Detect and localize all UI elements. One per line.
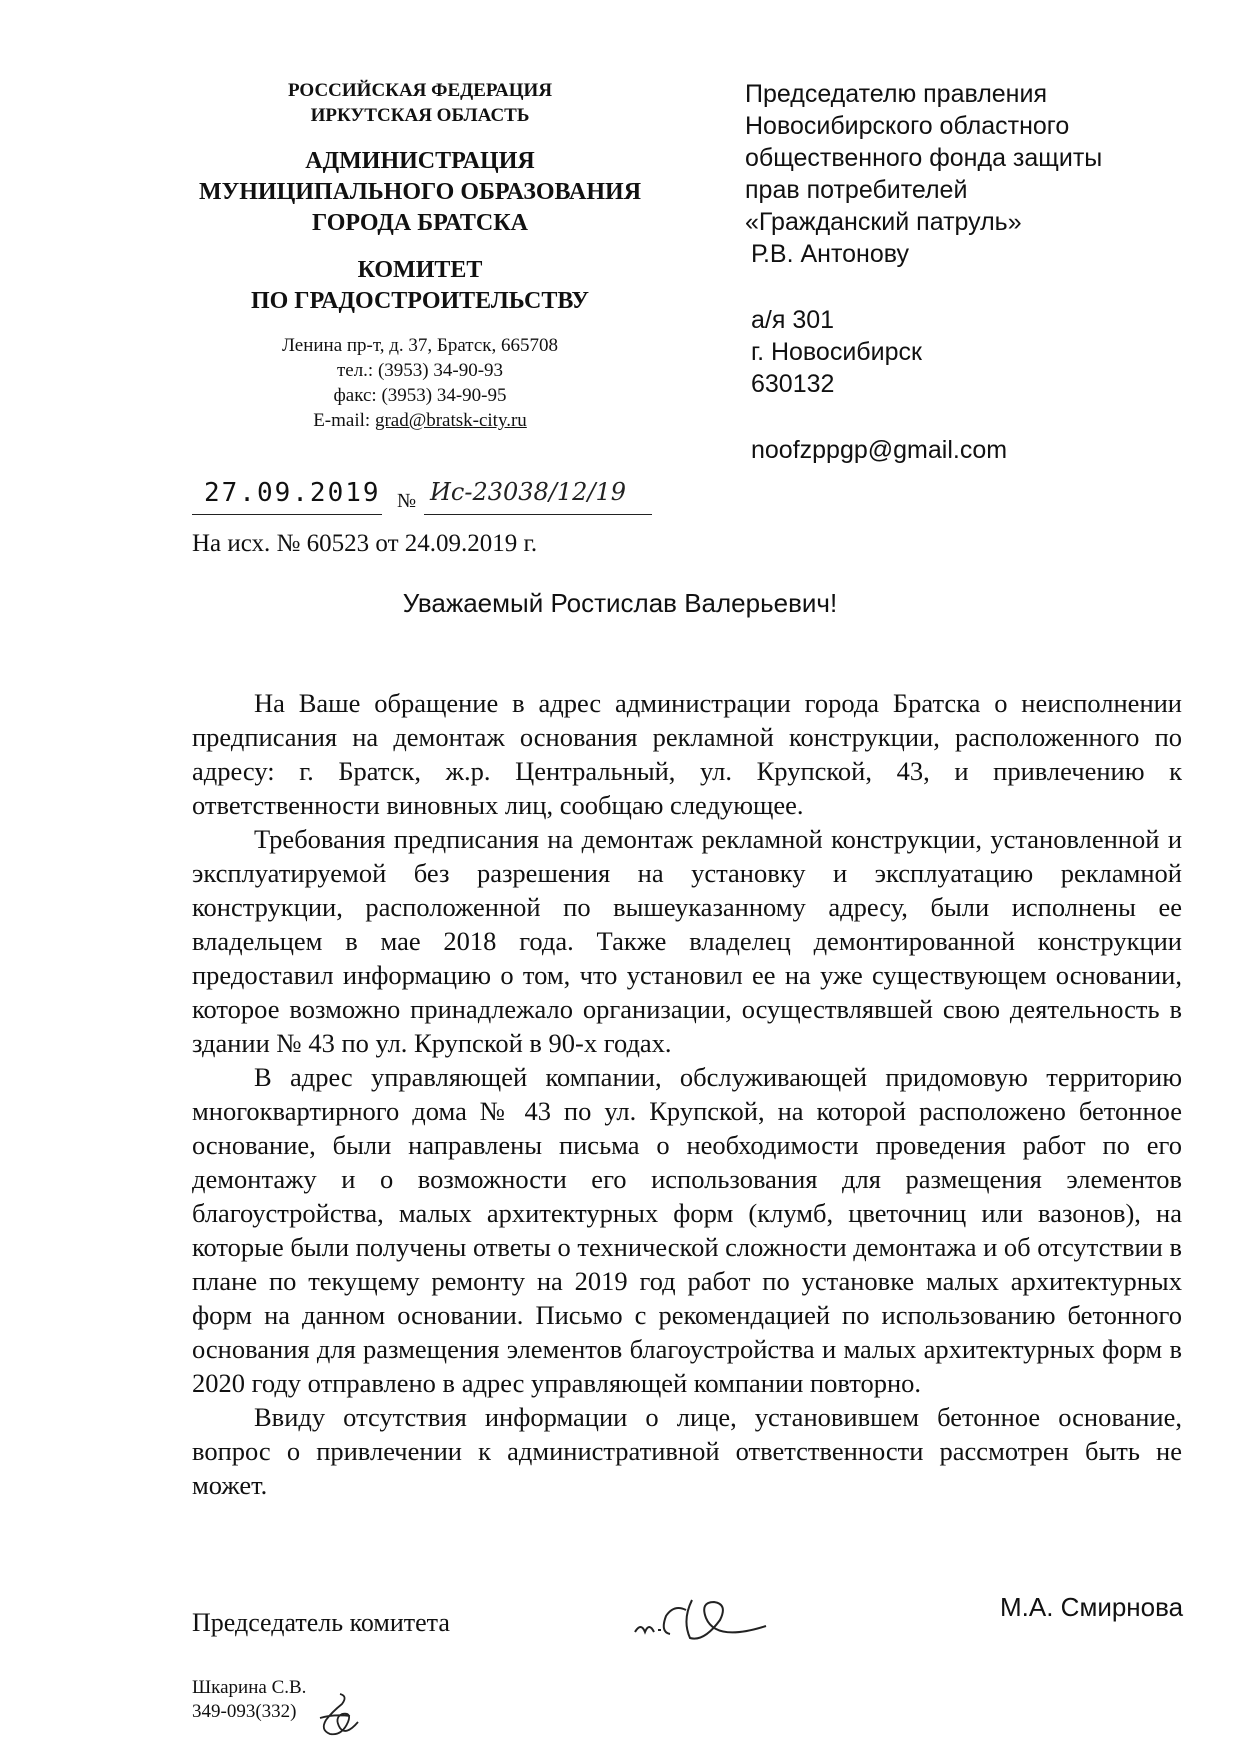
registration-line [192,476,652,516]
registration-number: Ис-23038/12/19 [430,478,627,506]
addressee-line-1: Председателю правления [745,80,1047,108]
addressee-block [745,78,1205,466]
sender-address: Ленина пр-т, д. 37, Братск, 665708 [282,335,558,356]
greeting: Уважаемый Ростислав Валерьевич! [402,588,838,618]
executor-initials-mark [310,1690,366,1740]
sender-phone: тел.: (3953) 34-90-93 [336,360,504,381]
addressee-line-4: прав потребителей [745,176,968,204]
sender-header [180,78,660,433]
number-label: № [397,490,417,512]
body-paragraph-1: На Ваше обращение в адрес администрации города Братска о неисполнении предписания на демонтаж основания рекламной конструкции, расположенного по адресу: г. Братск, ж.р. Центральный, ул. Крупской, 43, и привлечению к ответственности виновных лиц, сообщаю следующее. [192,688,1182,820]
addressee-email[interactable]: noofzppgp@gmail.com [751,436,1008,464]
region-line: ИРКУТСКАЯ ОБЛАСТЬ [310,105,530,126]
addressee-zip: 630132 [751,370,835,398]
email-link[interactable]: grad@bratsk-city.ru [374,410,527,431]
executor-name: Шкарина С.В. [192,1677,307,1698]
body-paragraph-4: Ввиду отсутствия информации о лице, установившем бетонное основание, вопрос о привлечении к административной ответственности рассмотрен быть не может. [192,1402,1182,1500]
addressee-line-3: общественного фонда защиты [745,144,1103,172]
handwritten-signature [630,1590,820,1650]
signatory-name: М.А. Смирнова [1000,1592,1184,1622]
email-label: E-mail: [313,410,375,431]
sender-email [180,408,660,433]
country-line: РОССИЙСКАЯ ФЕДЕРАЦИЯ [287,80,553,101]
addressee-line-5: «Гражданский патруль» [745,208,1022,236]
addressee-po-box: а/я 301 [751,306,835,334]
org-line-2: МУНИЦИПАЛЬНОГО ОБРАЗОВАНИЯ [198,179,642,205]
addressee-line-2: Новосибирского областного [745,112,1070,140]
addressee-city: г. Новосибирск [751,338,922,366]
body-paragraph-2: Требования предписания на демонтаж рекламной конструкции, установленной и эксплуатируемой без разрешения на установку и эксплуатацию рекламной конструкции, расположенной по вышеуказанному адресу, были исполнены ее владельцем в мае 2018 года. Также владелец демонтированной конструкции предоставил информацию о том, что установил ее на уже существующем основании, которое возможно принадлежало организации, осуществлявшей свою деятельность в здании № 43 по ул. Крупской в 90-х годах. [192,824,1182,1058]
signatory-title: Председатель комитета [192,1608,450,1637]
committee-line-2: ПО ГРАДОСТРОИТЕЛЬСТВУ [250,288,590,314]
registration-date: 27.09.2019 [204,478,381,508]
org-line-3: ГОРОДА БРАТСКА [312,210,528,236]
committee-line-1: КОМИТЕТ [357,257,483,283]
org-line-1: АДМИНИСТРАЦИЯ [305,148,535,174]
executor-info [192,1676,306,1724]
letter-body [192,686,1182,1502]
executor-phone: 349-093(332) [192,1701,297,1722]
addressee-name: Р.В. Антонову [751,240,909,268]
sender-fax: факс: (3953) 34-90-95 [333,385,507,406]
body-paragraph-3: В адрес управляющей компании, обслуживающей придомовую территорию многоквартирного дома № 43 по ул. Крупской, на которой расположено бетонное основание, были направлены письма о необходимости проведения работ по его демонтажу и о возможности его использования для размещения элементов благоустройства, малых архитектурных форм (клумб, цветочниц или вазонов), на которые были получены ответы о технической сложности демонтажа и об отсутствии в плане по текущему ремонту на 2019 год работ по установке малых архитектурных форм на данном основании. Письмо с рекомендацией по использованию бетонного основания для размещения элементов благоустройства и малых архитектурных форм в 2020 году отправлено в адрес управляющей компании повторно. [192,1062,1182,1398]
outgoing-reference: На исх. № 60523 от 24.09.2019 г. [192,530,538,557]
